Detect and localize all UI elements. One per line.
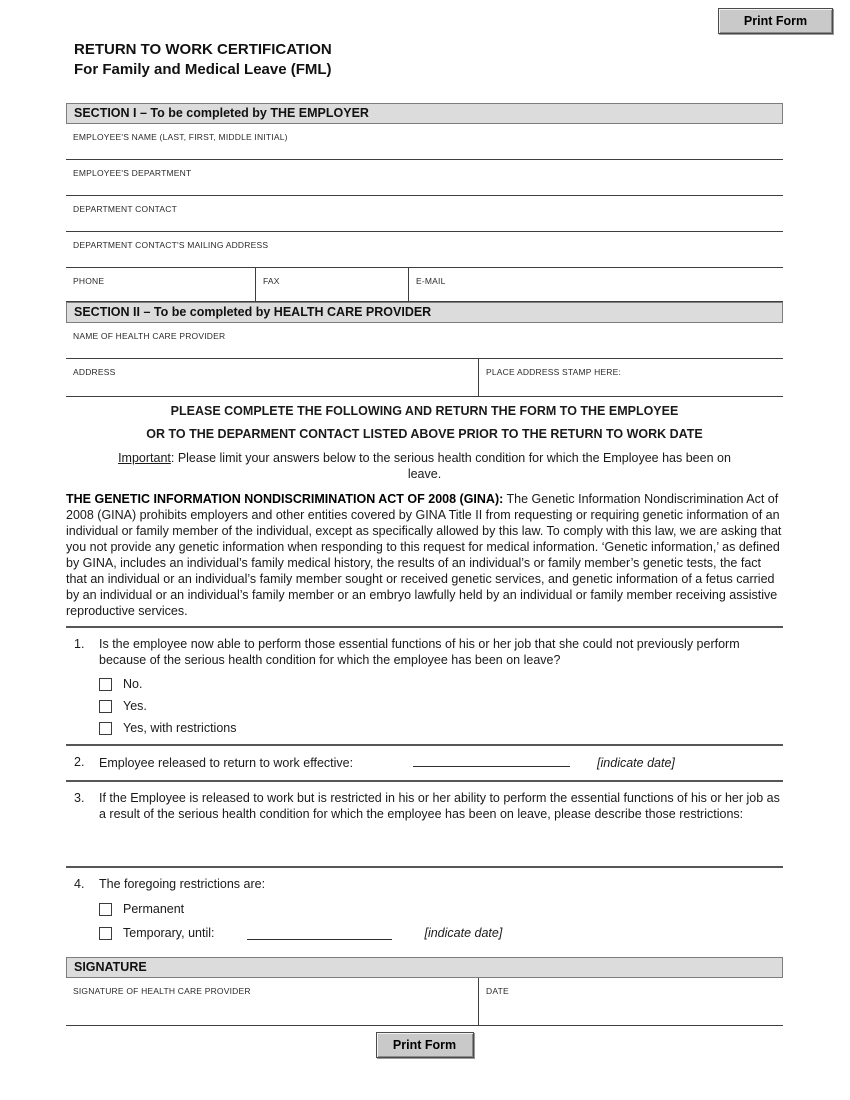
section2-header: SECTION II – To be completed by HEALTH CARE PROVIDER xyxy=(66,302,783,323)
checkbox-yes-restrictions[interactable] xyxy=(99,722,112,735)
return-notice xyxy=(66,404,783,482)
form-title-line1: RETURN TO WORK CERTIFICATION xyxy=(74,41,332,58)
section1-header: SECTION I – To be completed by THE EMPLOYER xyxy=(66,103,783,124)
option-no xyxy=(99,677,783,691)
provider-address-field[interactable] xyxy=(66,359,478,396)
question-3 xyxy=(66,780,783,866)
question-2 xyxy=(66,744,783,780)
address-stamp-area[interactable] xyxy=(478,359,783,396)
restrictions-answer-area[interactable] xyxy=(66,822,783,866)
question-3-text-wrap xyxy=(66,790,783,822)
signature-date-label: DATE xyxy=(486,986,509,996)
important-label: Important xyxy=(118,451,171,465)
option-temporary xyxy=(99,925,783,941)
question-4-number: 4. xyxy=(74,877,85,891)
phone-field[interactable] xyxy=(66,268,255,301)
option-no-label: No. xyxy=(123,677,143,691)
email-label: E-MAIL xyxy=(416,276,446,286)
email-field[interactable] xyxy=(408,268,783,301)
notice-line2: OR TO THE DEPARMENT CONTACT LISTED ABOVE PRIOR TO THE RETURN TO WORK DATE xyxy=(146,427,703,441)
notice-line1: PLEASE COMPLETE THE FOLLOWING AND RETURN THE FORM TO THE EMPLOYEE xyxy=(170,404,679,418)
question-1-number: 1. xyxy=(74,637,85,651)
employee-name-field[interactable] xyxy=(66,124,783,160)
department-contact-label: DEPARTMENT CONTACT xyxy=(73,204,178,214)
provider-name-field[interactable] xyxy=(66,323,783,359)
gina-heading: THE GENETIC INFORMATION NONDISCRIMINATION ACT OF 2008 (GINA): xyxy=(66,492,504,506)
address-stamp-label: PLACE ADDRESS STAMP HERE: xyxy=(486,367,622,377)
mailing-address-label: DEPARTMENT CONTACT'S MAILING ADDRESS xyxy=(73,240,269,250)
checkbox-permanent[interactable] xyxy=(99,903,112,916)
fax-label: FAX xyxy=(263,276,280,286)
question-4-text-wrap xyxy=(66,876,783,892)
employee-department-label: EMPLOYEE'S DEPARTMENT xyxy=(73,168,192,178)
employee-name-label: EMPLOYEE'S NAME (LAST, FIRST, MIDDLE INITIAL) xyxy=(73,132,288,142)
phone-label: PHONE xyxy=(73,276,105,286)
checkbox-yes[interactable] xyxy=(99,700,112,713)
option-yes-restrictions xyxy=(99,721,783,735)
important-text: : Please limit your answers below to the serious health condition for which the Employee has been on leave. xyxy=(170,451,731,481)
question-1-text-wrap xyxy=(66,636,783,668)
provider-signature-field[interactable] xyxy=(66,978,478,1025)
provider-signature-label: SIGNATURE OF HEALTH CARE PROVIDER xyxy=(73,986,251,996)
department-contact-field[interactable] xyxy=(66,196,783,232)
question-1 xyxy=(66,626,783,744)
option-temporary-label: Temporary, until: xyxy=(123,926,215,940)
provider-name-label: NAME OF HEALTH CARE PROVIDER xyxy=(73,331,226,341)
question-1-text: Is the employee now able to perform those essential functions of his or her job that she could not previously perform because of the serious health condition for which the employee has been on leave? xyxy=(99,637,740,667)
print-form-button-top[interactable]: Print Form xyxy=(718,8,833,34)
question-4-text: The foregoing restrictions are: xyxy=(99,877,266,891)
option-yes xyxy=(99,699,783,713)
fax-field[interactable] xyxy=(255,268,408,301)
form-title xyxy=(74,40,783,80)
question-4-date-hint: [indicate date] xyxy=(424,926,503,940)
mailing-address-field[interactable] xyxy=(66,232,783,268)
important-note xyxy=(105,450,745,482)
employee-department-field[interactable] xyxy=(66,160,783,196)
question-2-line xyxy=(66,754,783,771)
signature-date-field[interactable] xyxy=(478,978,783,1025)
question-2-text: Employee released to return to work effective: xyxy=(99,756,354,770)
temporary-until-date-input[interactable] xyxy=(247,927,392,940)
gina-paragraph xyxy=(66,491,783,619)
form-title-line2: For Family and Medical Leave (FML) xyxy=(74,61,332,78)
effective-date-input[interactable] xyxy=(413,754,570,767)
checkbox-no[interactable] xyxy=(99,678,112,691)
option-yes-label: Yes. xyxy=(123,699,147,713)
option-permanent-label: Permanent xyxy=(123,902,185,916)
question-2-number: 2. xyxy=(74,755,85,769)
print-form-button-bottom[interactable]: Print Form xyxy=(376,1032,474,1058)
question-3-number: 3. xyxy=(74,791,85,805)
gina-body: The Genetic Information Nondiscrimination Act of 2008 (GINA) prohibits employers and other entities covered by GINA Title II from requesting or requiring genetic information of an individual or family member of the individual, except as specifically allowed by this law. To comply with this law, we are asking that you not provide any genetic information when responding to this request for medical information. ‘Genetic information,’ as defined by GINA, includes an individual’s family medical history, the results of an individual’s or family member’s genetic tests, the fact that an individual or an individual’s family member sought or received genetic services, and genetic information of a fetus carried by an individual or an individual’s family member or an embryo lawfully held by an individual or family member receiving assistive reproductive services. xyxy=(66,492,782,618)
signature-header: SIGNATURE xyxy=(66,957,783,978)
question-4 xyxy=(66,866,783,957)
question-2-date-hint: [indicate date] xyxy=(597,756,675,770)
option-yes-restrictions-label: Yes, with restrictions xyxy=(123,721,237,735)
provider-address-label: ADDRESS xyxy=(73,367,116,377)
question-3-text: If the Employee is released to work but is restricted in his or her ability to perform the essential functions of his or her job as a result of the serious health condition for which the employee has been on leave, please describe those restrictions: xyxy=(99,791,780,821)
option-permanent xyxy=(99,901,783,917)
checkbox-temporary[interactable] xyxy=(99,927,112,940)
